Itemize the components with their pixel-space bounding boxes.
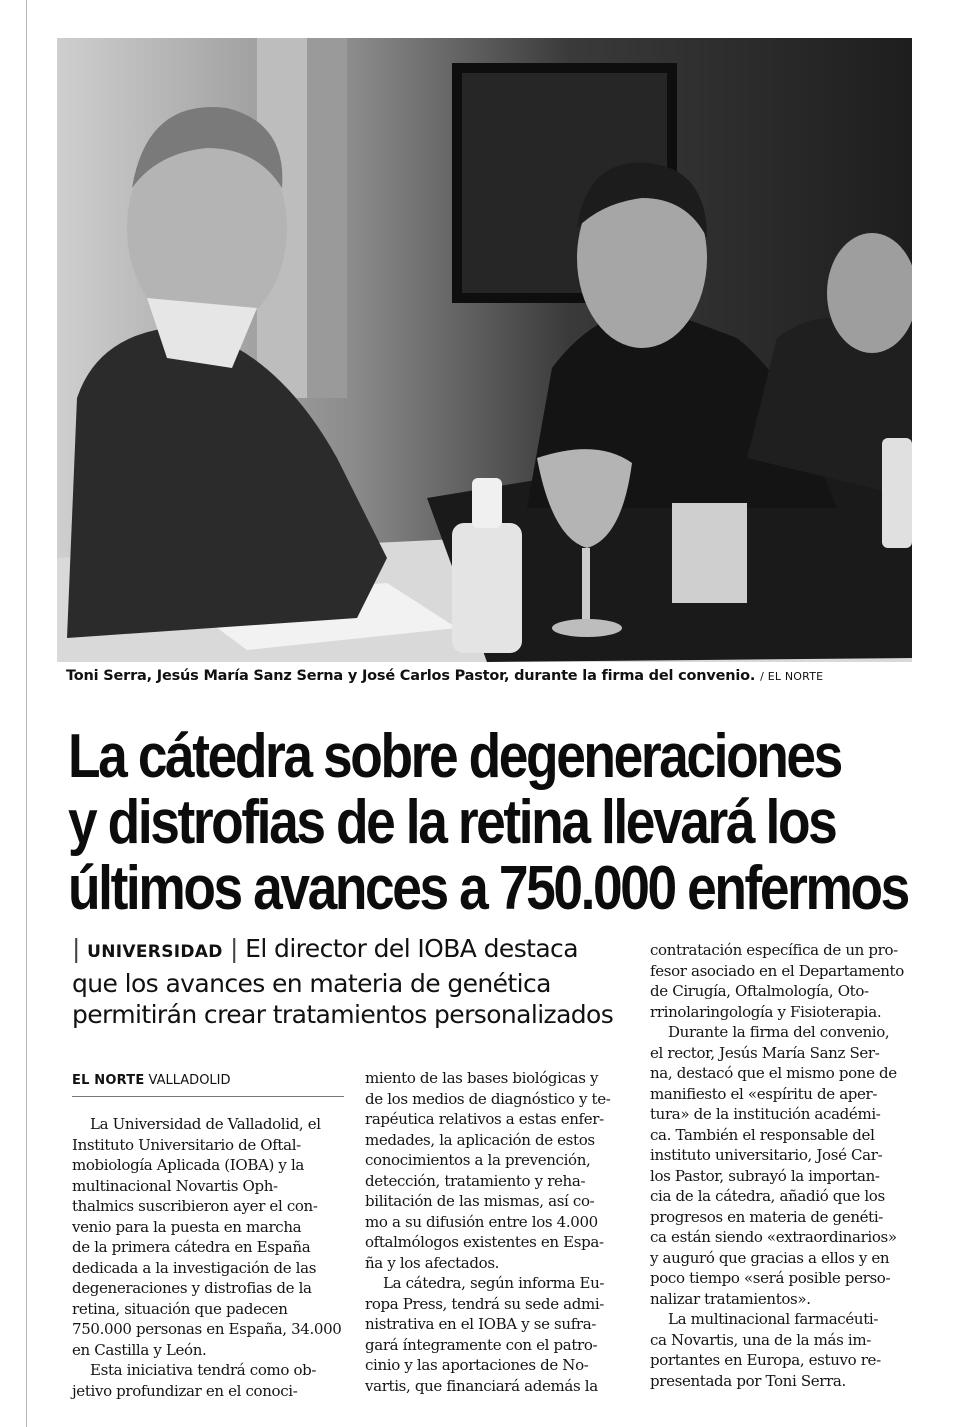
text-line: thalmics suscribieron ayer el con- xyxy=(72,1197,318,1215)
news-photo xyxy=(57,38,912,662)
text-line: ropa Press, tendrá su sede admi- xyxy=(365,1294,605,1313)
text-line: medades, la aplicación de estos xyxy=(365,1130,595,1149)
text-line: La cátedra, según informa Eu- xyxy=(383,1274,605,1292)
photo-illustration xyxy=(57,38,912,662)
text-line: ca. También el responsable del xyxy=(650,1125,875,1144)
text-line: oftalmólogos existentes en Espa- xyxy=(365,1233,604,1251)
text-line: Instituto Universitario de Oftal- xyxy=(72,1135,301,1154)
text-line: contratación específica de un pro- xyxy=(650,941,898,959)
text-line: venio para la puesta en marcha xyxy=(72,1217,302,1236)
text-line: gará íntegramente con el patro- xyxy=(365,1335,598,1354)
text-line: cia de la cátedra, añadió que los xyxy=(650,1187,885,1205)
headline-line: últimos avances a 750.000 enfermos xyxy=(68,854,908,923)
byline-source: EL NORTE xyxy=(72,1073,145,1088)
text-line: miento de las bases biológicas y xyxy=(365,1069,599,1087)
headline-line: La cátedra sobre degeneraciones xyxy=(68,722,841,791)
text-line: y auguró que gracias a ellos y en xyxy=(650,1248,890,1267)
text-line: portantes en Europa, estuvo re- xyxy=(650,1351,881,1369)
page-margin-rule xyxy=(26,0,27,1427)
text-line: detección, tratamiento y reha- xyxy=(365,1171,586,1190)
headline-line: y distrofias de la retina llevará los xyxy=(68,788,836,857)
text-line: 750.000 personas en España, 34.000 xyxy=(72,1320,342,1338)
caption-text: Toni Serra, Jesús María Sanz Serna y José Carlos Pastor, durante la firma del convenio. xyxy=(66,668,756,684)
photo-credit: / EL NORTE xyxy=(760,670,824,683)
text-line: Esta iniciativa tendrá como ob- xyxy=(90,1361,317,1379)
text-line: nistrativa en el IOBA y se sufra- xyxy=(365,1315,597,1333)
text-line: ca están siendo «extraordinarios» xyxy=(650,1228,897,1246)
text-line: mo a su difusión entre los 4.000 xyxy=(365,1212,598,1231)
text-line: vartis, que financiará además la xyxy=(365,1376,598,1395)
text-line: tura» de la institución académi- xyxy=(650,1105,881,1123)
subhead-text: El director del IOBA destaca xyxy=(245,934,578,963)
subhead-text: que los avances en materia de genética xyxy=(72,969,551,998)
text-line: presentada por Toni Serra. xyxy=(650,1371,846,1390)
text-line: na, destacó que el mismo pone de xyxy=(650,1064,897,1082)
text-line: manifiesto el «espíritu de aper- xyxy=(650,1084,878,1103)
text-line: de la primera cátedra en España xyxy=(72,1238,311,1256)
text-line: poco tiempo «será posible perso- xyxy=(650,1269,891,1287)
text-line: mobiología Aplicada (IOBA) y la xyxy=(72,1156,304,1174)
text-line: el rector, Jesús María Sanz Ser- xyxy=(650,1043,880,1062)
text-line: los Pastor, subrayó la importan- xyxy=(650,1166,880,1185)
text-line: fesor asociado en el Departamento xyxy=(650,961,904,980)
text-line: La Universidad de Valladolid, el xyxy=(90,1115,321,1133)
section-label: UNIVERSIDAD xyxy=(87,942,223,962)
article-column-2 xyxy=(365,1068,643,1396)
subhead-text: permitirán crear tratamientos personalizados xyxy=(72,1000,614,1029)
text-line: ca Novartis, una de la más im- xyxy=(650,1330,871,1349)
article-column-1 xyxy=(72,1114,352,1401)
headline xyxy=(68,722,908,923)
subhead-line-1: | UNIVERSIDAD | El director del IOBA destaca xyxy=(72,934,578,963)
text-line: nalizar tratamientos». xyxy=(650,1289,811,1308)
text-line: dedicada a la investigación de las xyxy=(72,1258,317,1277)
byline xyxy=(72,1073,231,1088)
text-line: de Cirugía, Oftalmología, Oto- xyxy=(650,982,869,1000)
photo-caption xyxy=(66,668,906,684)
text-line: ña y los afectados. xyxy=(365,1253,500,1272)
byline-divider xyxy=(72,1096,344,1097)
article-column-3 xyxy=(650,940,930,1391)
text-line: La multinacional farmacéuti- xyxy=(668,1310,879,1328)
text-line: multinacional Novartis Oph- xyxy=(72,1176,278,1195)
text-line: en Castilla y León. xyxy=(72,1340,207,1359)
text-line: instituto universitario, José Car- xyxy=(650,1146,883,1164)
text-line: conocimientos a la prevención, xyxy=(365,1151,591,1169)
text-line: progresos en materia de genéti- xyxy=(650,1207,884,1226)
text-line: jetivo profundizar en el conoci- xyxy=(72,1381,298,1400)
text-line: rapéutica relativos a estas enfer- xyxy=(365,1110,604,1128)
text-line: retina, situación que padecen xyxy=(72,1299,288,1318)
text-line: Durante la firma del convenio, xyxy=(668,1023,890,1041)
text-line: cinio y las aportaciones de No- xyxy=(365,1356,589,1374)
text-line: bilitación de las mismas, así co- xyxy=(365,1192,595,1210)
text-line: de los medios de diagnóstico y te- xyxy=(365,1089,611,1108)
text-line: degeneraciones y distrofias de la xyxy=(72,1279,312,1297)
byline-place: VALLADOLID xyxy=(148,1073,231,1088)
text-line: rrinolaringología y Fisioterapia. xyxy=(650,1002,882,1021)
subheadline xyxy=(72,933,652,1030)
